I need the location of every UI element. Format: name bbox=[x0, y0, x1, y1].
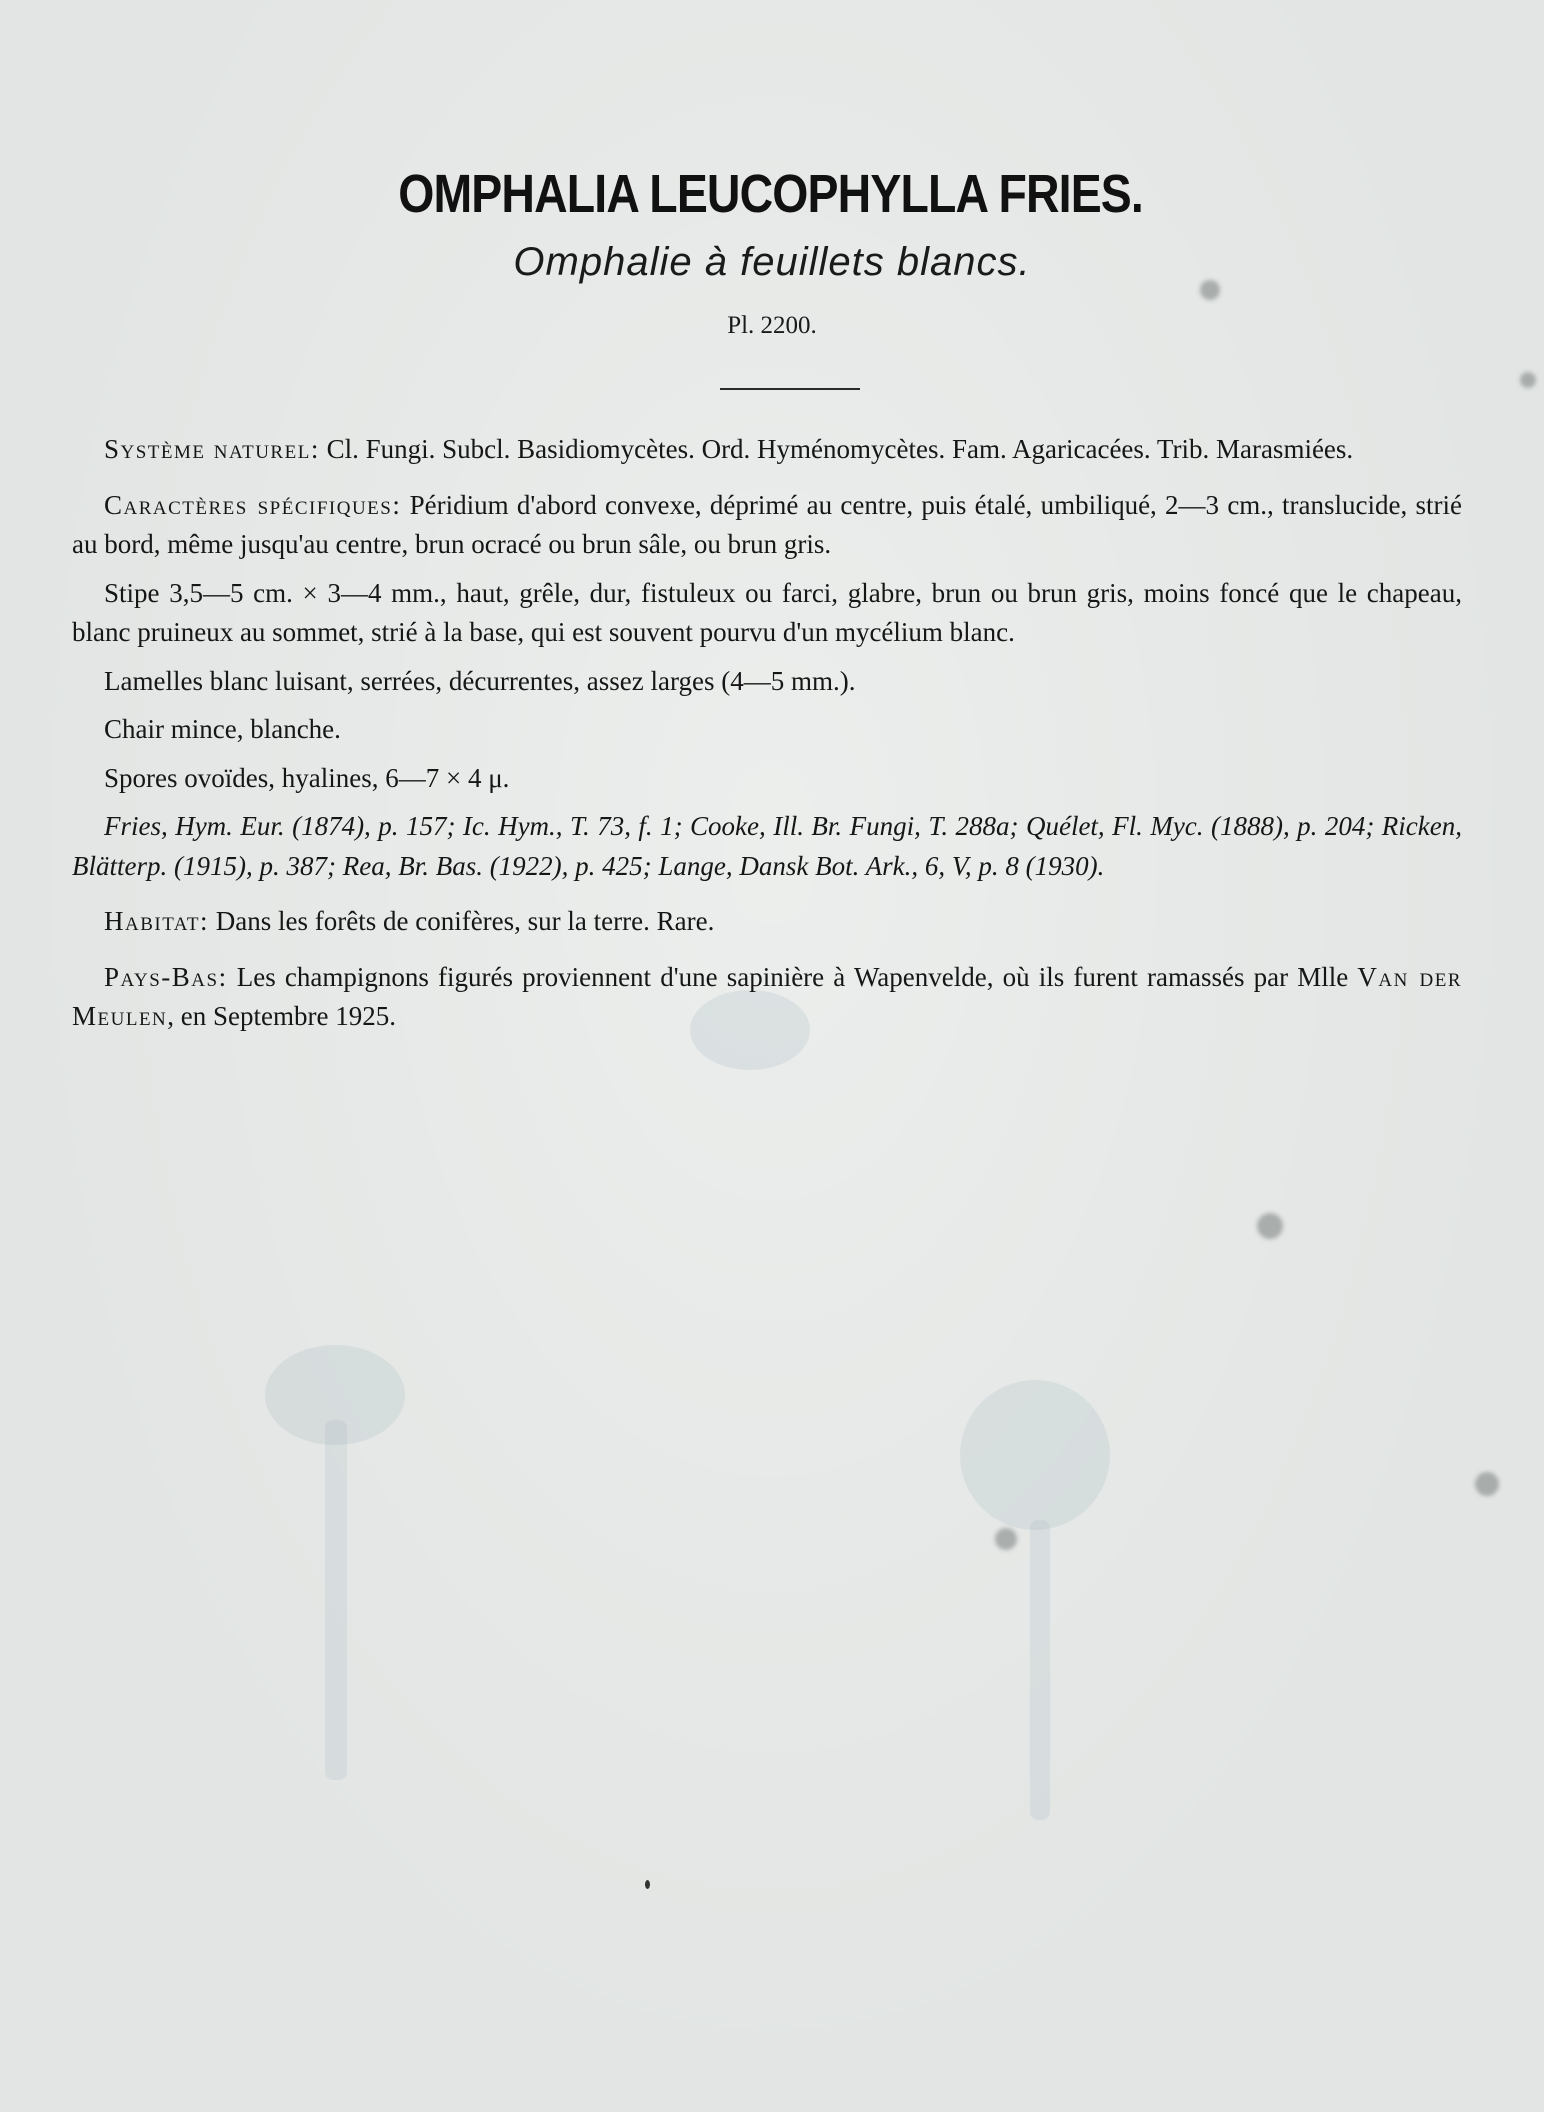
section-pays-bas bbox=[72, 958, 1462, 1037]
section-text: Cl. Fungi. Subcl. Basidiomycètes. Ord. Hyménomycètes. Fam. Agaricacées. Trib. Marasmiées. bbox=[319, 434, 1354, 464]
paragraph-lamelles: Lamelles blanc luisant, serrées, décurrentes, assez larges (4—5 mm.). bbox=[104, 665, 856, 696]
paragraph-spores: Spores ovoïdes, hyalines, 6—7 × 4 μ. bbox=[104, 762, 510, 793]
document-body bbox=[72, 430, 1462, 1046]
section-heading: Système naturel: bbox=[104, 434, 320, 464]
bleed-through-stem-right bbox=[1030, 1520, 1050, 1820]
section-text: , en Septembre 1925. bbox=[167, 1001, 396, 1031]
section-heading: Habitat: bbox=[104, 906, 210, 936]
paper-speck bbox=[995, 1528, 1017, 1550]
section-heading: Caractères spécifiques: bbox=[104, 489, 402, 520]
bleed-through-stem-left bbox=[325, 1420, 347, 1780]
section-text: Les champignons figurés proviennent d'une sapinière à Wapenvelde, où ils furent ramassés par Mlle bbox=[227, 961, 1358, 992]
section-systeme-naturel bbox=[72, 430, 1462, 470]
paper-speck bbox=[1257, 1213, 1283, 1239]
section-text: Dans les forêts de conifères, sur la terre. Rare. bbox=[209, 906, 715, 936]
page-title: OMPHALIA LEUCOPHYLLA FRIES. bbox=[398, 164, 1143, 224]
paragraph-chair: Chair mince, blanche. bbox=[104, 714, 341, 744]
page-subtitle: Omphalie à feuillets blancs. bbox=[513, 240, 1031, 284]
paper-speck bbox=[1475, 1472, 1499, 1496]
section-habitat bbox=[72, 902, 1462, 942]
bleed-through-cap-right bbox=[960, 1380, 1110, 1530]
section-caracteres-specifiques bbox=[72, 486, 1462, 565]
paragraph-references: Fries, Hym. Eur. (1874), p. 157; Ic. Hym., T. 73, f. 1; Cooke, Ill. Br. Fungi, T. 288a; Quélet, Fl. Myc. (1888), p. 204; Ricken, Blätterp. (1915), p. 387; Rea, Br. Bas. (1922), p. 425; Lange, Dansk Bot. Ark., 6, V, p. 8 (1930). bbox=[72, 811, 1462, 881]
section-text: Péridium d'abord convexe, déprimé au centre, puis étalé, umbiliqué, 2—3 cm., translucide, strié au bord, même jusqu'au centre, brun ocracé ou brun sâle, ou brun gris. bbox=[72, 489, 1463, 559]
plate-number: Pl. 2200. bbox=[727, 312, 817, 339]
collector-name: Van der Meulen bbox=[72, 961, 1462, 1031]
paper-speck bbox=[645, 1880, 650, 1889]
header-divider bbox=[720, 388, 860, 390]
section-heading: Pays-Bas: bbox=[104, 961, 228, 992]
paper-speck bbox=[1520, 372, 1536, 388]
paragraph-stipe: Stipe 3,5—5 cm. × 3—4 mm., haut, grêle, dur, fistuleux ou farci, glabre, brun ou brun gris, moins foncé que le chapeau, blanc pruineux au sommet, strié à la base, qui est souvent pourvu d'un mycélium blanc. bbox=[72, 577, 1462, 647]
